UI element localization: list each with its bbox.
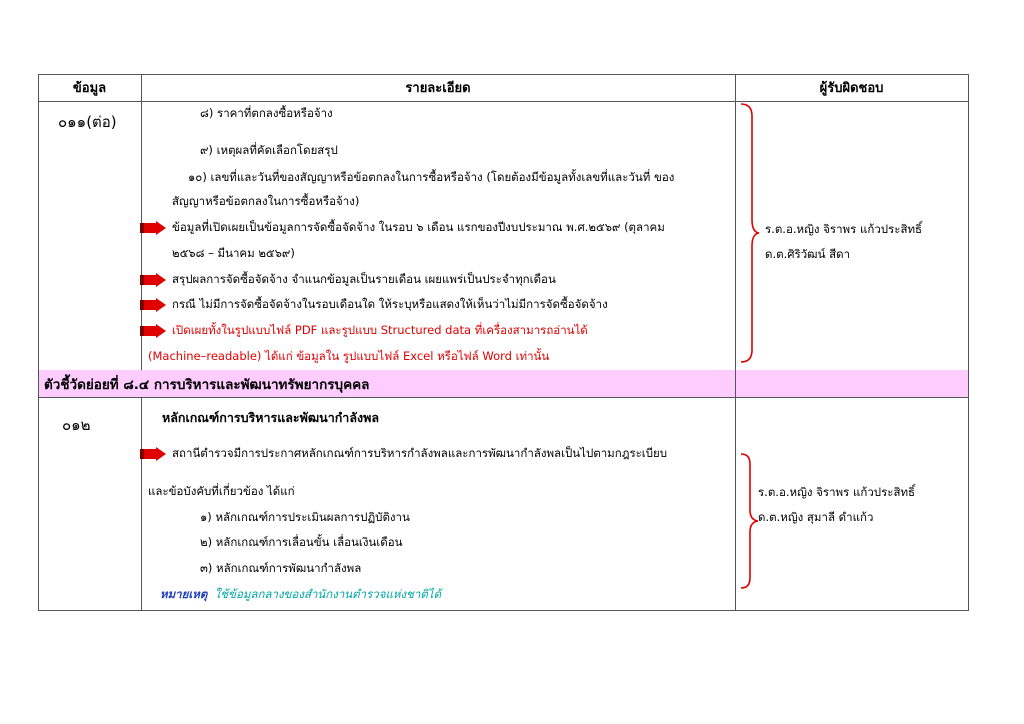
curly-brace-icon <box>738 452 760 590</box>
note <box>160 586 441 604</box>
row1-line: ข้อมูลที่เปิดเผยเป็นข้อมูลการจัดซื้อจัดจ้าง ในรอบ ๖ เดือน แรกของปีงบประมาณ พ.ศ.๒๕๖๙ (ตุลาคม <box>172 220 665 234</box>
row2-responsible: ร.ต.อ.หญิง จิราพร แก้วประสิทธิ์ <box>758 485 916 499</box>
right-arrow-icon <box>140 298 166 312</box>
row1-line: สัญญาหรือข้อตกลงในการซื้อหรือจ้าง) <box>172 194 360 208</box>
row1-line-red: (Machine–readable) ได้แก่ ข้อมูลใน รูปแบบไฟล์ Excel หรือไฟล์ Word เท่านั้น <box>148 349 550 363</box>
row2-code: ๐๑๒ <box>62 416 91 434</box>
header-detail: รายละเอียด <box>405 81 471 96</box>
row1-code: ๐๑๑(ต่อ) <box>58 113 117 131</box>
row2-line: สถานีตำรวจมีการประกาศหลักเกณฑ์การบริหารกำลังพลและการพัฒนากำลังพลเป็นไปตามกฎระเบียบ <box>172 446 668 460</box>
row1-line: กรณี ไม่มีการจัดซื้อจัดจ้างในรอบเดือนใด ให้ระบุหรือแสดงให้เห็นว่าไม่มีการจัดซื้อจัดจ้าง <box>172 297 608 311</box>
main-table <box>38 74 969 611</box>
row2-title: หลักเกณฑ์การบริหารและพัฒนากำลังพล <box>162 410 379 425</box>
row1-line: สรุปผลการจัดซื้อจัดจ้าง จำแนกข้อมูลเป็นรายเดือน เผยแพร่เป็นประจำทุกเดือน <box>172 272 556 286</box>
band-divider <box>38 397 969 398</box>
note-text: ใช้ข้อมูลกลางของสำนักงานตำรวจแห่งชาติได้ <box>214 587 442 601</box>
note-label: หมายเหตุ <box>160 587 208 601</box>
header-responsible: ผู้รับผิดชอบ <box>819 81 884 96</box>
row2-line: และข้อบังคับที่เกี่ยวข้อง ได้แก่ <box>148 484 295 498</box>
table-border-right <box>968 74 969 611</box>
row1-responsible: ด.ต.ศิริวัฒน์ สีดา <box>765 247 851 261</box>
row1-responsible: ร.ต.อ.หญิง จิราพร แก้วประสิทธิ์ <box>765 222 923 236</box>
row1-line: ๙) เหตุผลที่คัดเลือกโดยสรุป <box>200 143 338 157</box>
row1-line: ๑๐) เลขที่และวันที่ของสัญญาหรือข้อตกลงในการซื้อหรือจ้าง (โดยต้องมีข้อมูลทั้งเลขที่และวันที่ ของ <box>188 170 675 184</box>
table-border-bottom <box>38 610 969 611</box>
right-arrow-icon <box>140 221 166 235</box>
col-divider-2 <box>735 74 736 611</box>
right-arrow-icon <box>140 273 166 287</box>
row1-line: ๒๕๖๘ – มีนาคม ๒๕๖๙) <box>172 246 295 260</box>
row2-line: ๓) หลักเกณฑ์การพัฒนากำลังพล <box>200 561 362 575</box>
col-divider-1b <box>141 397 142 610</box>
row1-line: ๘) ราคาที่ตกลงซื้อหรือจ้าง <box>200 106 333 120</box>
header-divider <box>38 101 969 102</box>
row2-responsible: ด.ต.หญิง สุมาลี ดำแก้ว <box>758 510 874 524</box>
row2-line: ๒) หลักเกณฑ์การเลื่อนขั้น เลื่อนเงินเดือน <box>200 535 403 549</box>
header-data: ข้อมูล <box>72 81 107 96</box>
row2-line: ๑) หลักเกณฑ์การประเมินผลการปฏิบัติงาน <box>200 510 410 524</box>
table-border-left <box>38 74 39 611</box>
indicator-band-title: ตัวชี้วัดย่อยที่ ๘.๔ การบริหารและพัฒนาทรัพยากรบุคคล <box>44 376 370 393</box>
curly-brace-icon <box>738 102 760 364</box>
right-arrow-icon <box>140 447 166 461</box>
right-arrow-icon <box>140 324 166 338</box>
row1-line-red: เปิดเผยทั้งในรูปแบบไฟล์ PDF และรูปแบบ Structured data ที่เครื่องสามารถอ่านได้ <box>172 323 588 337</box>
